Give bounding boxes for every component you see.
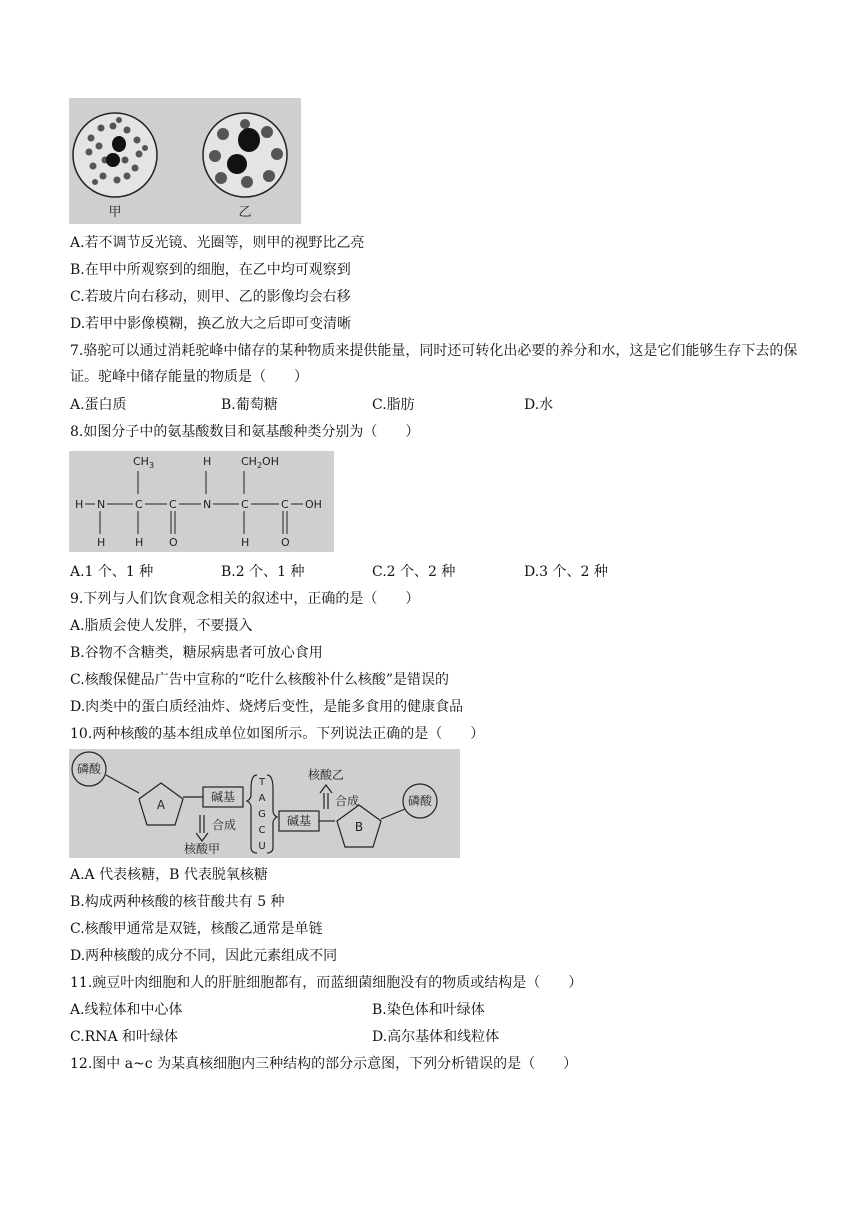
q11-option-b: B.染色体和叶绿体: [372, 1002, 485, 1018]
ch3-text: CH: [133, 455, 149, 468]
base-t: T: [258, 777, 266, 788]
q9-option-d: D.肉类中的蛋白质经油炸、烧烤后变性，是能多食用的健康食品: [70, 699, 464, 715]
q11-option-d: D.高尔基体和线粒体: [372, 1029, 500, 1045]
q7-stem: 7.骆驼可以通过消耗驼峰中储存的某种物质来提供能量，同时还可转化出必要的养分和水，这是它们能够生存下去的保证。驼峰中储存能量的物质是（ ）: [70, 343, 798, 385]
q8-option-d: D.3 个、2 种: [524, 564, 608, 580]
synth-label-up: 合成: [335, 794, 360, 808]
base-label-right: 碱基: [286, 814, 312, 828]
svg-text:CH3: [133, 455, 154, 470]
c3-label: C: [241, 498, 249, 511]
dipeptide-svg: [69, 451, 334, 552]
q8-option-c: C.2 个、2 种: [372, 564, 456, 580]
q11-option-a: A.线粒体和中心体: [70, 1002, 183, 1018]
q9-option-a: A.脂质会使人发胖，不要摄入: [70, 618, 253, 634]
q10-option-c: C.核酸甲通常是双链，核酸乙通常是单链: [70, 921, 323, 937]
q6-option-b: B.在甲中所观察到的细胞，在乙中均可观察到: [70, 262, 351, 278]
phosphate-label-left: 磷酸: [76, 762, 102, 776]
q6-option-a: A.若不调节反光镜、光圈等，则甲的视野比乙亮: [70, 235, 365, 251]
sugar-b-label: B: [354, 820, 364, 834]
q8-option-a: A.1 个、1 种: [70, 564, 154, 580]
ch2oh-text-a: CH: [241, 455, 257, 468]
c2-label: C: [169, 498, 177, 511]
svg-text:CH2OH: [241, 455, 279, 470]
ch3-sub: 3: [148, 461, 155, 470]
base-c: C: [258, 825, 266, 836]
q7-option-b: B.葡萄糖: [221, 397, 278, 413]
field-jia-nucleus-1: [112, 136, 126, 152]
nucleic-acid-svg: [69, 749, 460, 858]
q10-option-a: A.A 代表核糖，B 代表脱氧核糖: [70, 867, 268, 883]
c1-label: C: [135, 498, 143, 511]
h-bottom-1: H: [97, 536, 106, 549]
field-yi-nucleus-1: [238, 128, 260, 152]
q9-option-c: C.核酸保健品广告中宣称的“吃什么核酸补什么核酸”是错误的: [70, 672, 449, 688]
q12-stem: 12.图中 a~c 为某真核细胞内三种结构的部分示意图，下列分析错误的是（ ）: [70, 1056, 578, 1072]
q9-option-b: B.谷物不含糖类，糖尿病患者可放心食用: [70, 645, 323, 661]
field-yi-nucleus-2: [227, 154, 247, 174]
molecule-bonds: [85, 471, 303, 534]
q7-option-c: C.脂肪: [372, 397, 415, 413]
ch2oh-sub: 2: [256, 461, 263, 470]
q11-stem: 11.豌豆叶肉细胞和人的肝脏细胞都有，而蓝细菌细胞没有的物质或结构是（ ）: [70, 975, 583, 991]
base-g: G: [258, 809, 266, 820]
phosphate-label-right: 磷酸: [407, 794, 433, 808]
microscope-figure: [69, 98, 301, 224]
q6-option-c: C.若玻片向右移动，则甲、乙的影像均会右移: [70, 289, 351, 305]
q6-option-d: D.若甲中影像模糊，换乙放大之后即可变清晰: [70, 316, 352, 332]
nucleic-shapes: [72, 752, 437, 853]
o-bottom-2: O: [281, 536, 290, 549]
base-u: U: [258, 841, 266, 852]
q8-stem: 8.如图分子中的氨基酸数目和氨基酸种类分别为（ ）: [70, 424, 420, 440]
h-bottom-3: H: [241, 536, 250, 549]
q8-option-b: B.2 个、1 种: [221, 564, 305, 580]
nucleic-acid-figure: [69, 749, 460, 858]
acid-yi-label: 核酸乙: [307, 768, 345, 782]
h-bottom-2: H: [135, 536, 144, 549]
q11-option-c: C.RNA 和叶绿体: [70, 1029, 179, 1045]
q9-stem: 9.下列与人们饮食观念相关的叙述中，正确的是（ ）: [70, 591, 420, 607]
n1-label: N: [97, 498, 106, 511]
o-bottom-1: O: [169, 536, 178, 549]
sugar-a-label: A: [156, 798, 166, 812]
acid-jia-label: 核酸甲: [183, 842, 221, 856]
base-label-left: 碱基: [210, 790, 236, 804]
q7-option-d: D.水: [524, 397, 554, 413]
field-jia-nucleus-2: [106, 153, 120, 167]
label-yi: 乙: [238, 205, 252, 220]
microscope-fields-svg: [69, 98, 301, 224]
base-a: A: [258, 793, 266, 804]
n2-label: N: [203, 498, 212, 511]
oh-label: OH: [305, 498, 322, 511]
synth-label-down: 合成: [212, 818, 237, 832]
ch2oh-text-b: OH: [262, 455, 279, 468]
q7-option-a: A.蛋白质: [70, 397, 127, 413]
q10-option-b: B.构成两种核酸的核苷酸共有 5 种: [70, 894, 285, 910]
h-left-label: H: [75, 498, 84, 511]
h-top-label: H: [203, 455, 212, 468]
label-jia: 甲: [108, 205, 122, 220]
q10-stem: 10.两种核酸的基本组成单位如图所示。下列说法正确的是（ ）: [70, 726, 485, 742]
c4-label: C: [281, 498, 289, 511]
molecule-figure: [69, 451, 334, 552]
q10-option-d: D.两种核酸的成分不同，因此元素组成不同: [70, 948, 338, 964]
